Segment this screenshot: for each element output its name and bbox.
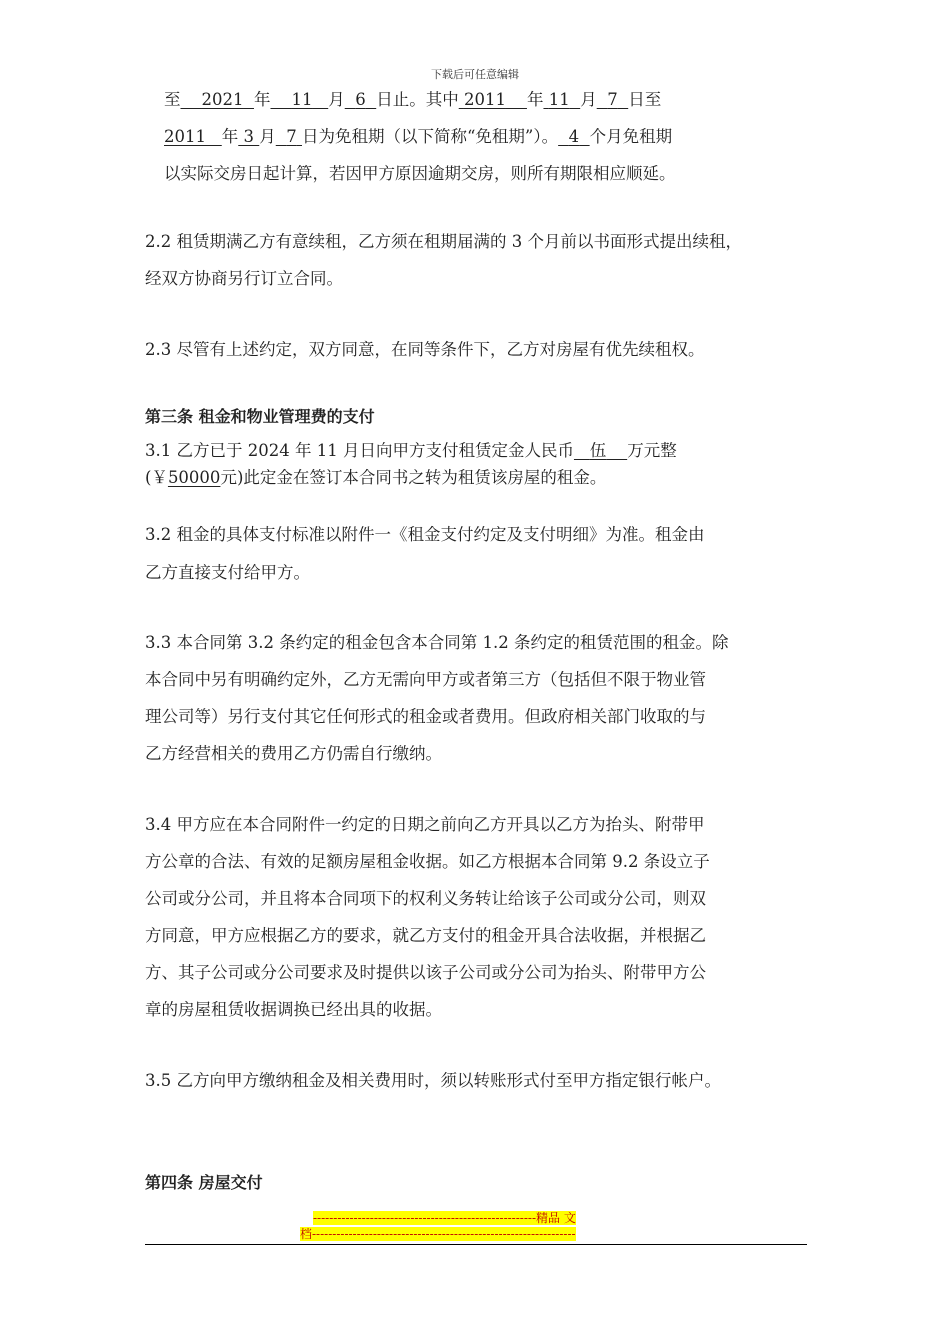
clause-3-3-line-4: 乙方经营相关的费用乙方仍需自行缴纳。 (145, 744, 442, 763)
article-4-title: 第四条 房屋交付 (145, 1173, 263, 1192)
text: 月 (580, 90, 597, 109)
footer-line-2: 档----------------------------------------------------------------- (300, 1227, 576, 1241)
clause-2-1-line-2 (164, 126, 672, 148)
clause-3-3-line-1: 3.3 本合同第 3.2 条约定的租金包含本合同第 1.2 条约定的租赁范围的租金。除 (145, 633, 729, 652)
blank-year: 2021 (201, 90, 244, 109)
clause-2-1-line-3: 以实际交房日起计算，若因甲方原因逾期交房，则所有期限相应顺延。 (164, 164, 676, 183)
text: 元)此定金在签订本合同书之转为租赁该房屋的租金。 (220, 468, 607, 487)
text: 日止。其中 (376, 90, 459, 109)
blank-amount-number: 50000 (167, 468, 221, 487)
clause-3-4-line-3: 公司或分公司，并且将本合同项下的权利义务转让给该子公司或分公司，则双 (145, 889, 706, 908)
clause-2-1-line-1 (164, 89, 661, 111)
text: 3.1 乙方已于 2024 年 11 月日向甲方支付租赁定金人民币 (145, 441, 574, 460)
text: 至 (164, 90, 181, 109)
clause-2-2-line-1: 2.2 租赁期满乙方有意续租，乙方须在租期届满的 3 个月前以书面形式提出续租， (145, 232, 742, 251)
text: 日至 (628, 90, 662, 109)
blank-day: 6 (355, 90, 366, 109)
blank-month: 11 (548, 90, 570, 109)
clause-3-1-line-2 (145, 467, 606, 489)
text: (￥ (145, 468, 168, 487)
blank-months: 4 (568, 127, 580, 146)
clause-3-4-line-2: 方公章的合法、有效的足额房屋租金收据。如乙方根据本合同第 9.2 条设立子 (145, 852, 710, 871)
clause-3-4-line-5: 方、其子公司或分公司要求及时提供以该子公司或分公司为抬头、附带甲方公 (145, 963, 706, 982)
blank-month: 3 (243, 127, 254, 146)
text: 月 (259, 127, 276, 146)
text: 年 (221, 127, 239, 146)
blank-day: 7 (607, 90, 618, 109)
article-3-title: 第三条 租金和物业管理费的支付 (145, 407, 375, 426)
blank-year: 2011 (164, 127, 206, 146)
footer-rule (145, 1244, 807, 1245)
clause-3-4-line-4: 方同意，甲方应根据乙方的要求，就乙方支付的租金开具合法收据，并根据乙 (145, 926, 706, 945)
clause-2-3: 2.3 尽管有上述约定，双方同意，在同等条件下，乙方对房屋有优先续租权。 (145, 340, 705, 359)
clause-3-2-line-2: 乙方直接支付给甲方。 (145, 563, 310, 582)
blank-day: 7 (286, 127, 297, 146)
clause-3-2-line-1: 3.2 租金的具体支付标准以附件一《租金支付约定及支付明细》为准。租金由 (145, 525, 705, 544)
clause-3-1-line-1 (145, 440, 677, 462)
text: 年 (253, 90, 271, 109)
blank-month: 11 (291, 90, 313, 109)
clause-3-3-line-3: 理公司等）另行支付其它任何形式的租金或者费用。但政府相关部门收取的与 (145, 707, 706, 726)
footer-line-1: -------------------------------------------------------精品 文 (313, 1211, 576, 1225)
footer-watermark (300, 1210, 650, 1242)
blank-year: 2011 (463, 90, 506, 109)
text: 个月免租期 (589, 127, 673, 146)
clause-3-4-line-1: 3.4 甲方应在本合同附件一约定的日期之前向乙方开具以乙方为抬头、附带甲 (145, 815, 705, 834)
clause-2-2-line-2: 经双方协商另行订立合同。 (145, 269, 343, 288)
text: 日为免租期（以下简称“免租期”）。 (302, 127, 559, 146)
text: 万元整 (627, 441, 677, 460)
clause-3-5: 3.5 乙方向甲方缴纳租金及相关费用时，须以转账形式付至甲方指定银行帐户。 (145, 1071, 721, 1090)
page-header-note: 下载后可任意编辑 (431, 68, 519, 81)
clause-3-4-line-6: 章的房屋租赁收据调换已经出具的收据。 (145, 1000, 442, 1019)
clause-3-3-line-2: 本合同中另有明确约定外，乙方无需向甲方或者第三方（包括但不限于物业管 (145, 670, 706, 689)
text: 月 (328, 90, 345, 109)
text: 年 (526, 90, 544, 109)
blank-amount-words: 伍 (589, 441, 607, 460)
